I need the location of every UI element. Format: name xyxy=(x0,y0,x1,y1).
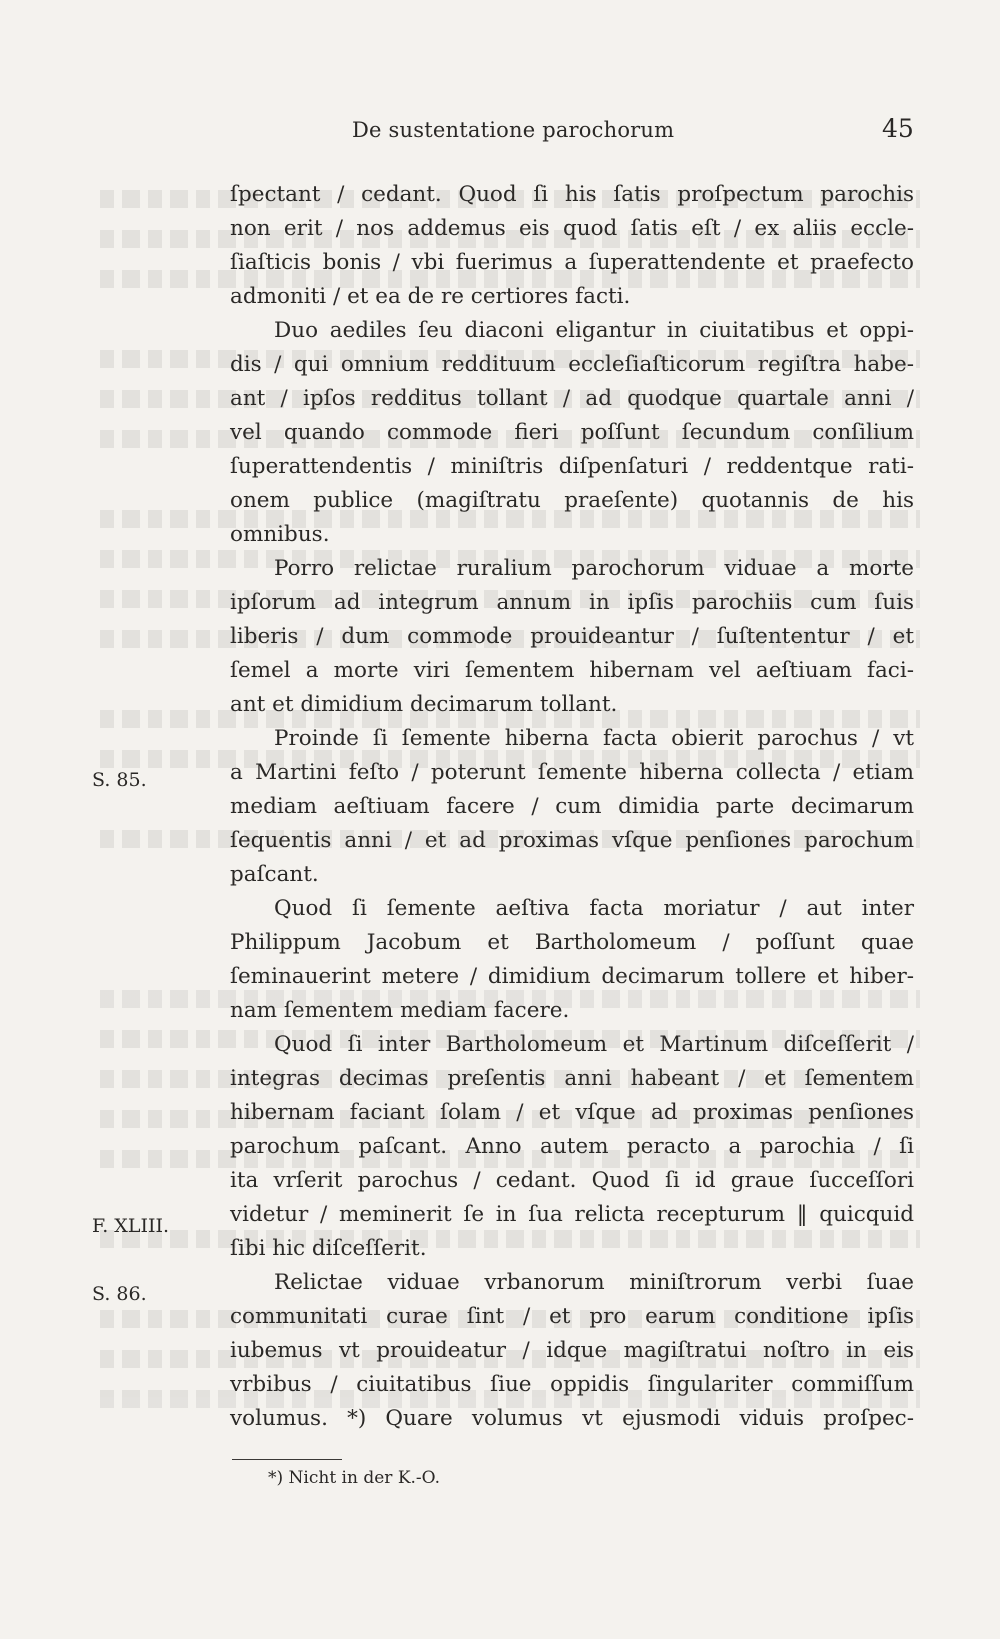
text-line: Duo aediles ſeu diaconi eligantur in ciuitatibus et oppi- xyxy=(274,318,914,343)
text-line: ſemel a morte viri ſementem hibernam vel aeſtiuam faci- xyxy=(230,658,914,683)
text-line: ita vrſerit parochus / cedant. Quod ſi id graue ſucceſſori xyxy=(230,1168,914,1193)
text-line: volumus. *) Quare volumus vt ejusmodi viduis proſpec- xyxy=(230,1406,914,1431)
text-line: ſeminauerint metere / dimidium decimarum tollere et hiber- xyxy=(230,964,914,989)
text-line: ipſorum ad integrum annum in ipſis parochiis cum ſuis xyxy=(230,590,914,615)
text-line: dis / qui omnium reddituum eccleſiaſticorum regiſtra habe- xyxy=(230,352,914,377)
text-line: Philippum Jacobum et Bartholomeum / poſſunt quae xyxy=(230,930,914,955)
text-line: ſequentis anni / et ad proximas vſque penſiones parochum xyxy=(230,828,914,853)
text-line: non erit / nos addemus eis quod ſatis eſt / ex aliis eccle- xyxy=(230,216,914,241)
text-line: admoniti / et ea de re certiores facti. xyxy=(230,284,631,309)
text-line: liberis / dum commode prouideantur / ſuſtententur / et xyxy=(230,624,914,649)
text-line: communitati curae ſint / et pro earum conditione ipſis xyxy=(230,1304,914,1329)
text-line: integras decimas preſentis anni habeant / et ſementem xyxy=(230,1066,914,1091)
margin-note: S. 86. xyxy=(92,1283,147,1305)
page-number: 45 xyxy=(882,114,914,143)
text-line: parochum paſcant. Anno autem peracto a parochia / ſi xyxy=(230,1134,914,1159)
text-line: nam ſementem mediam facere. xyxy=(230,998,570,1023)
text-line: ant / ipſos redditus tollant / ad quodque quartale anni / xyxy=(230,386,914,411)
margin-note: S. 85. xyxy=(92,769,147,791)
text-line: Quod ſi inter Bartholomeum et Martinum diſceſſerit / xyxy=(274,1032,914,1057)
running-header xyxy=(0,114,1000,158)
text-line: Relictae viduae vrbanorum miniſtrorum verbi ſuae xyxy=(274,1270,914,1295)
text-line: ſibi hic diſceſſerit. xyxy=(230,1236,427,1261)
text-line: ſpectant / cedant. Quod ſi his ſatis proſpectum parochis xyxy=(230,182,914,207)
text-line: iubemus vt prouideatur / idque magiſtratui noſtro in eis xyxy=(230,1338,914,1363)
text-line: omnibus. xyxy=(230,522,330,547)
text-line: Proinde ſi ſemente hiberna facta obierit parochus / vt xyxy=(274,726,914,751)
text-line: Quod ſi ſemente aeſtiva facta moriatur / aut inter xyxy=(274,896,914,921)
text-line: paſcant. xyxy=(230,862,319,887)
text-line: vel quando commode fieri poſſunt ſecundum conſilium xyxy=(230,420,914,445)
text-line: onem publice (magiſtratu praeſente) quotannis de his xyxy=(230,488,914,513)
text-line: ant et dimidium decimarum tollant. xyxy=(230,692,618,717)
text-line: mediam aeſtiuam facere / cum dimidia parte decimarum xyxy=(230,794,914,819)
text-line: Porro relictae ruralium parochorum viduae a morte xyxy=(274,556,914,581)
text-line: hibernam faciant ſolam / et vſque ad proximas penſiones xyxy=(230,1100,914,1125)
text-line: ſiaſticis bonis / vbi fuerimus a ſuperattendente et praefecto xyxy=(230,250,914,275)
text-line: a Martini feſto / poterunt ſemente hiberna collecta / etiam xyxy=(230,760,914,785)
text-line: videtur / meminerit ſe in ſua relicta recepturum ‖ quicquid xyxy=(230,1202,914,1227)
running-title: De sustentatione parochorum xyxy=(352,118,675,142)
text-line: vrbibus / ciuitatibus ſiue oppidis ſingulariter commiſſum xyxy=(230,1372,914,1397)
margin-note: F. XLIII. xyxy=(92,1215,170,1237)
footnote-rule xyxy=(232,1459,342,1460)
footnote: *) Nicht in der K.-O. xyxy=(268,1468,441,1488)
text-line: ſuperattendentis / miniſtris diſpenſaturi / reddentque rati- xyxy=(230,454,914,479)
